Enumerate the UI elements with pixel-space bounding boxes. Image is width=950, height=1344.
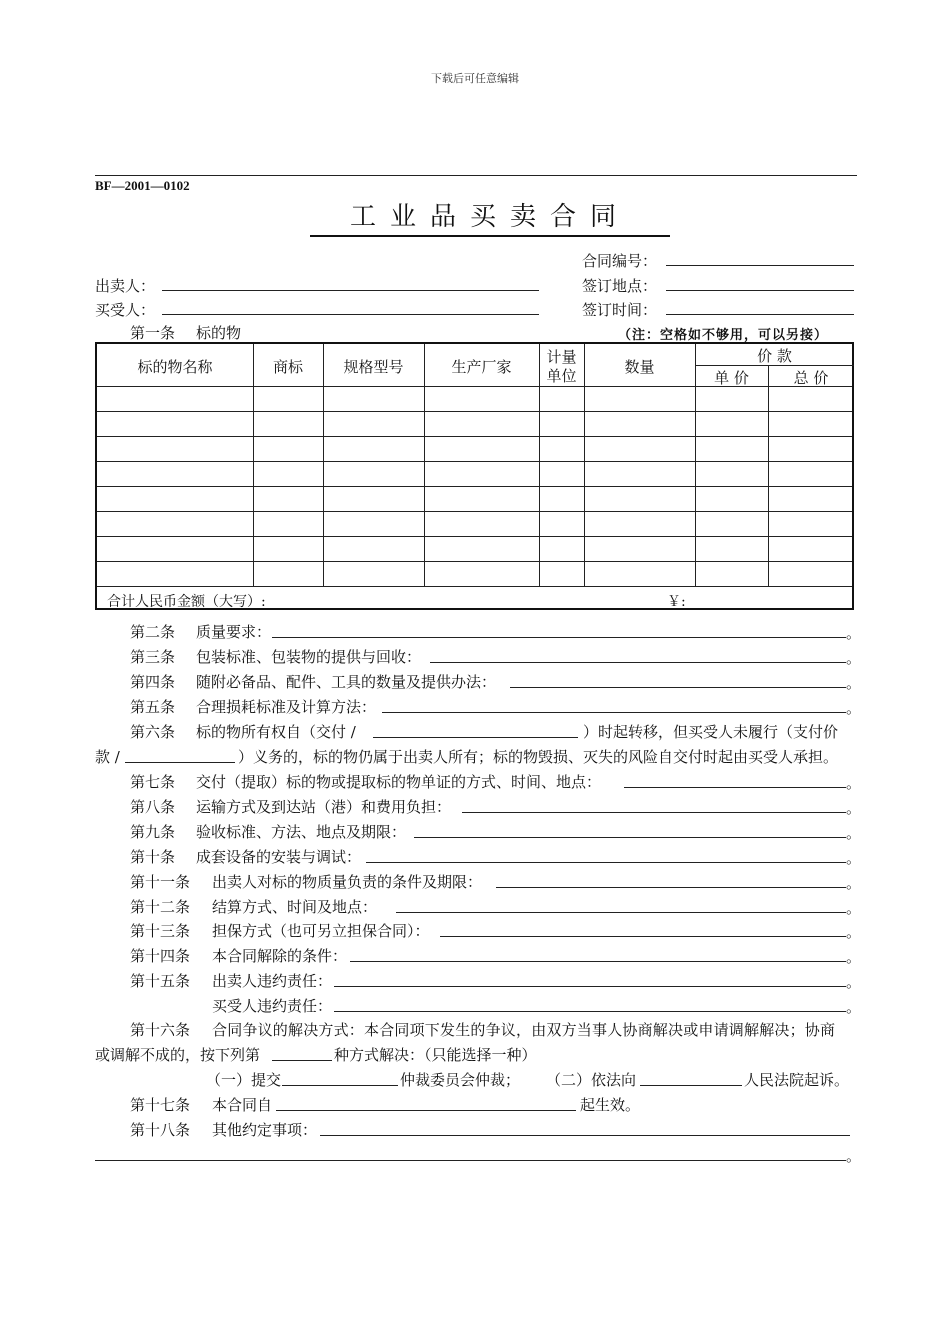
sign-place-label: 签订地点： (582, 277, 658, 295)
clause-18-period: 。 (846, 1147, 862, 1165)
clause-14-period: 。 (846, 948, 862, 966)
clause-7-field[interactable] (624, 787, 846, 788)
sign-place-field[interactable] (666, 290, 854, 291)
clause-13-period: 。 (846, 923, 862, 941)
article-1-label: 第一条 (130, 324, 176, 342)
clause-16-choice-field[interactable] (272, 1060, 332, 1061)
clause-18-field-2[interactable] (95, 1160, 846, 1161)
clause-8-label: 第八条 (130, 798, 176, 816)
clause-16-court-field[interactable] (640, 1085, 742, 1086)
clause-6-text-c: 款 / (95, 748, 120, 766)
document-number: BF—2001—0102 (95, 178, 190, 193)
clause-17-field[interactable] (276, 1110, 576, 1111)
header-brand: 商标 (272, 358, 303, 376)
clause-10-label: 第十条 (130, 848, 176, 866)
yen-label: ￥: (667, 594, 686, 610)
clause-11-label: 第十一条 (130, 873, 191, 891)
clause-2-text: 质量要求： (196, 623, 272, 641)
clause-11-period: 。 (846, 874, 862, 892)
clause-18-text: 其他约定事项： (212, 1121, 318, 1139)
clause-3-label: 第三条 (130, 648, 176, 666)
clause-9-period: 。 (846, 824, 862, 842)
clause-9-field[interactable] (414, 837, 846, 838)
clause-11-text: 出卖人对标的物质量负责的条件及期限： (212, 873, 483, 891)
clause-2-field[interactable] (272, 637, 846, 638)
header-maker: 生产厂家 (451, 358, 512, 376)
clause-18-label: 第十八条 (130, 1121, 191, 1139)
header-total-price: 总 价 (793, 369, 829, 387)
clause-17-label: 第十七条 (130, 1096, 191, 1114)
clause-15-buyer-period: 。 (846, 998, 862, 1016)
seller-field[interactable] (162, 290, 539, 291)
clause-14-field[interactable] (350, 961, 846, 962)
page-header-note: 下载后可任意编辑 (431, 72, 519, 85)
clause-13-text: 担保方式（也可另立担保合同）： (212, 922, 430, 940)
clause-5-period: 。 (846, 699, 862, 717)
buyer-label: 买受人： (95, 301, 156, 319)
clause-12-field[interactable] (396, 912, 846, 913)
header-qty: 数量 (624, 358, 655, 376)
clause-14-text: 本合同解除的条件： (212, 947, 348, 965)
clause-2-period: 。 (846, 624, 862, 642)
goods-table (95, 342, 854, 610)
clause-6-field-2[interactable] (125, 762, 235, 763)
clause-8-field[interactable] (462, 812, 846, 813)
top-divider (95, 175, 857, 176)
buyer-field[interactable] (162, 314, 539, 315)
clause-15-buyer-text: 买受人违约责任： (212, 997, 333, 1015)
clause-12-label: 第十二条 (130, 898, 191, 916)
clause-15-seller-period: 。 (846, 973, 862, 991)
clause-6-text-a: 标的物所有权自（交付 / (196, 723, 356, 741)
clause-6-label: 第六条 (130, 723, 176, 741)
header-unit-2: 单位 (546, 367, 577, 385)
clause-12-text: 结算方式、时间及地点： (212, 898, 378, 916)
clause-6-field-1[interactable] (373, 737, 578, 738)
clause-9-text: 验收标准、方法、地点及期限： (196, 823, 407, 841)
clause-16-label: 第十六条 (130, 1021, 191, 1039)
clause-4-period: 。 (846, 674, 862, 692)
clause-15-seller-text: 出卖人违约责任： (212, 972, 333, 990)
clause-9-label: 第九条 (130, 823, 176, 841)
contract-no-label: 合同编号： (582, 252, 658, 270)
clause-15-buyer-field[interactable] (334, 1011, 846, 1012)
clause-15-seller-field[interactable] (334, 986, 846, 987)
clause-16-text-b: 或调解不成的，按下列第 (95, 1046, 261, 1064)
clause-13-field[interactable] (440, 936, 846, 937)
clause-10-period: 。 (846, 849, 862, 867)
clause-17-text-b: 起生效。 (580, 1096, 641, 1114)
header-unit-price: 单 价 (714, 369, 749, 387)
clause-5-field[interactable] (382, 712, 846, 713)
clause-3-period: 。 (846, 649, 862, 667)
clause-4-field[interactable] (510, 687, 846, 688)
clause-3-text: 包装标准、包装物的提供与回收： (196, 648, 422, 666)
clause-5-label: 第五条 (130, 698, 176, 716)
clause-16-opt2-a: （二）依法向 (546, 1071, 637, 1089)
header-spec: 规格型号 (343, 358, 404, 376)
clause-10-text: 成套设备的安装与调试： (196, 848, 362, 866)
clause-16-text-a: 合同争议的解决方式：本合同项下发生的争议，由双方当事人协商解决或申请调解解决；协商 (212, 1021, 836, 1039)
clause-8-text: 运输方式及到达站（港）和费用负担： (196, 798, 452, 816)
clause-6-text-d: ）义务的，标的物仍属于出卖人所有；标的物毁损、灭失的风险自交付时起由买受人承担。 (238, 748, 839, 766)
clause-6-text-b: ）时起转移，但买受人未履行（支付价 (583, 723, 839, 741)
article-1-note: （注：空格如不够用，可以另接） (618, 328, 829, 343)
clause-5-text: 合理损耗标准及计算方法： (196, 698, 377, 716)
clause-11-field[interactable] (496, 887, 846, 888)
clause-4-label: 第四条 (130, 673, 176, 691)
header-name: 标的物名称 (137, 358, 213, 376)
sign-time-field[interactable] (666, 314, 854, 315)
clause-16-text-c: 种方式解决：（只能选择一种） (334, 1046, 537, 1064)
clause-3-field[interactable] (430, 662, 846, 663)
clause-18-field-1[interactable] (320, 1135, 850, 1136)
sign-time-label: 签订时间： (582, 301, 658, 319)
clause-4-text: 随附必备品、配件、工具的数量及提供办法： (196, 673, 497, 691)
contract-no-field[interactable] (666, 265, 854, 266)
contract-title: 工业品买卖合同 (310, 196, 670, 237)
clause-7-period: 。 (846, 774, 862, 792)
clause-16-opt1-b: 仲裁委员会仲裁； (400, 1071, 521, 1089)
clause-8-period: 。 (846, 799, 862, 817)
clause-7-text: 交付（提取）标的物或提取标的物单证的方式、时间、地点： (196, 773, 602, 791)
total-amount-label: 合计人民币金额（大写）: (107, 594, 266, 610)
clause-10-field[interactable] (366, 862, 846, 863)
clause-13-label: 第十三条 (130, 922, 191, 940)
seller-label: 出卖人： (95, 277, 156, 295)
header-price: 价 款 (757, 347, 792, 365)
clause-16-opt2-b: 人民法院起诉。 (744, 1071, 850, 1089)
article-1-title: 标的物 (196, 324, 242, 342)
clause-15-label: 第十五条 (130, 972, 191, 990)
clause-2-label: 第二条 (130, 623, 176, 641)
clause-16-opt1-a: （一）提交 (206, 1071, 282, 1089)
clause-17-text-a: 本合同自 (212, 1096, 273, 1114)
clause-12-period: 。 (846, 899, 862, 917)
header-unit-1: 计量 (546, 348, 577, 366)
clause-14-label: 第十四条 (130, 947, 191, 965)
clause-7-label: 第七条 (130, 773, 176, 791)
clause-16-arbitration-field[interactable] (282, 1085, 398, 1086)
